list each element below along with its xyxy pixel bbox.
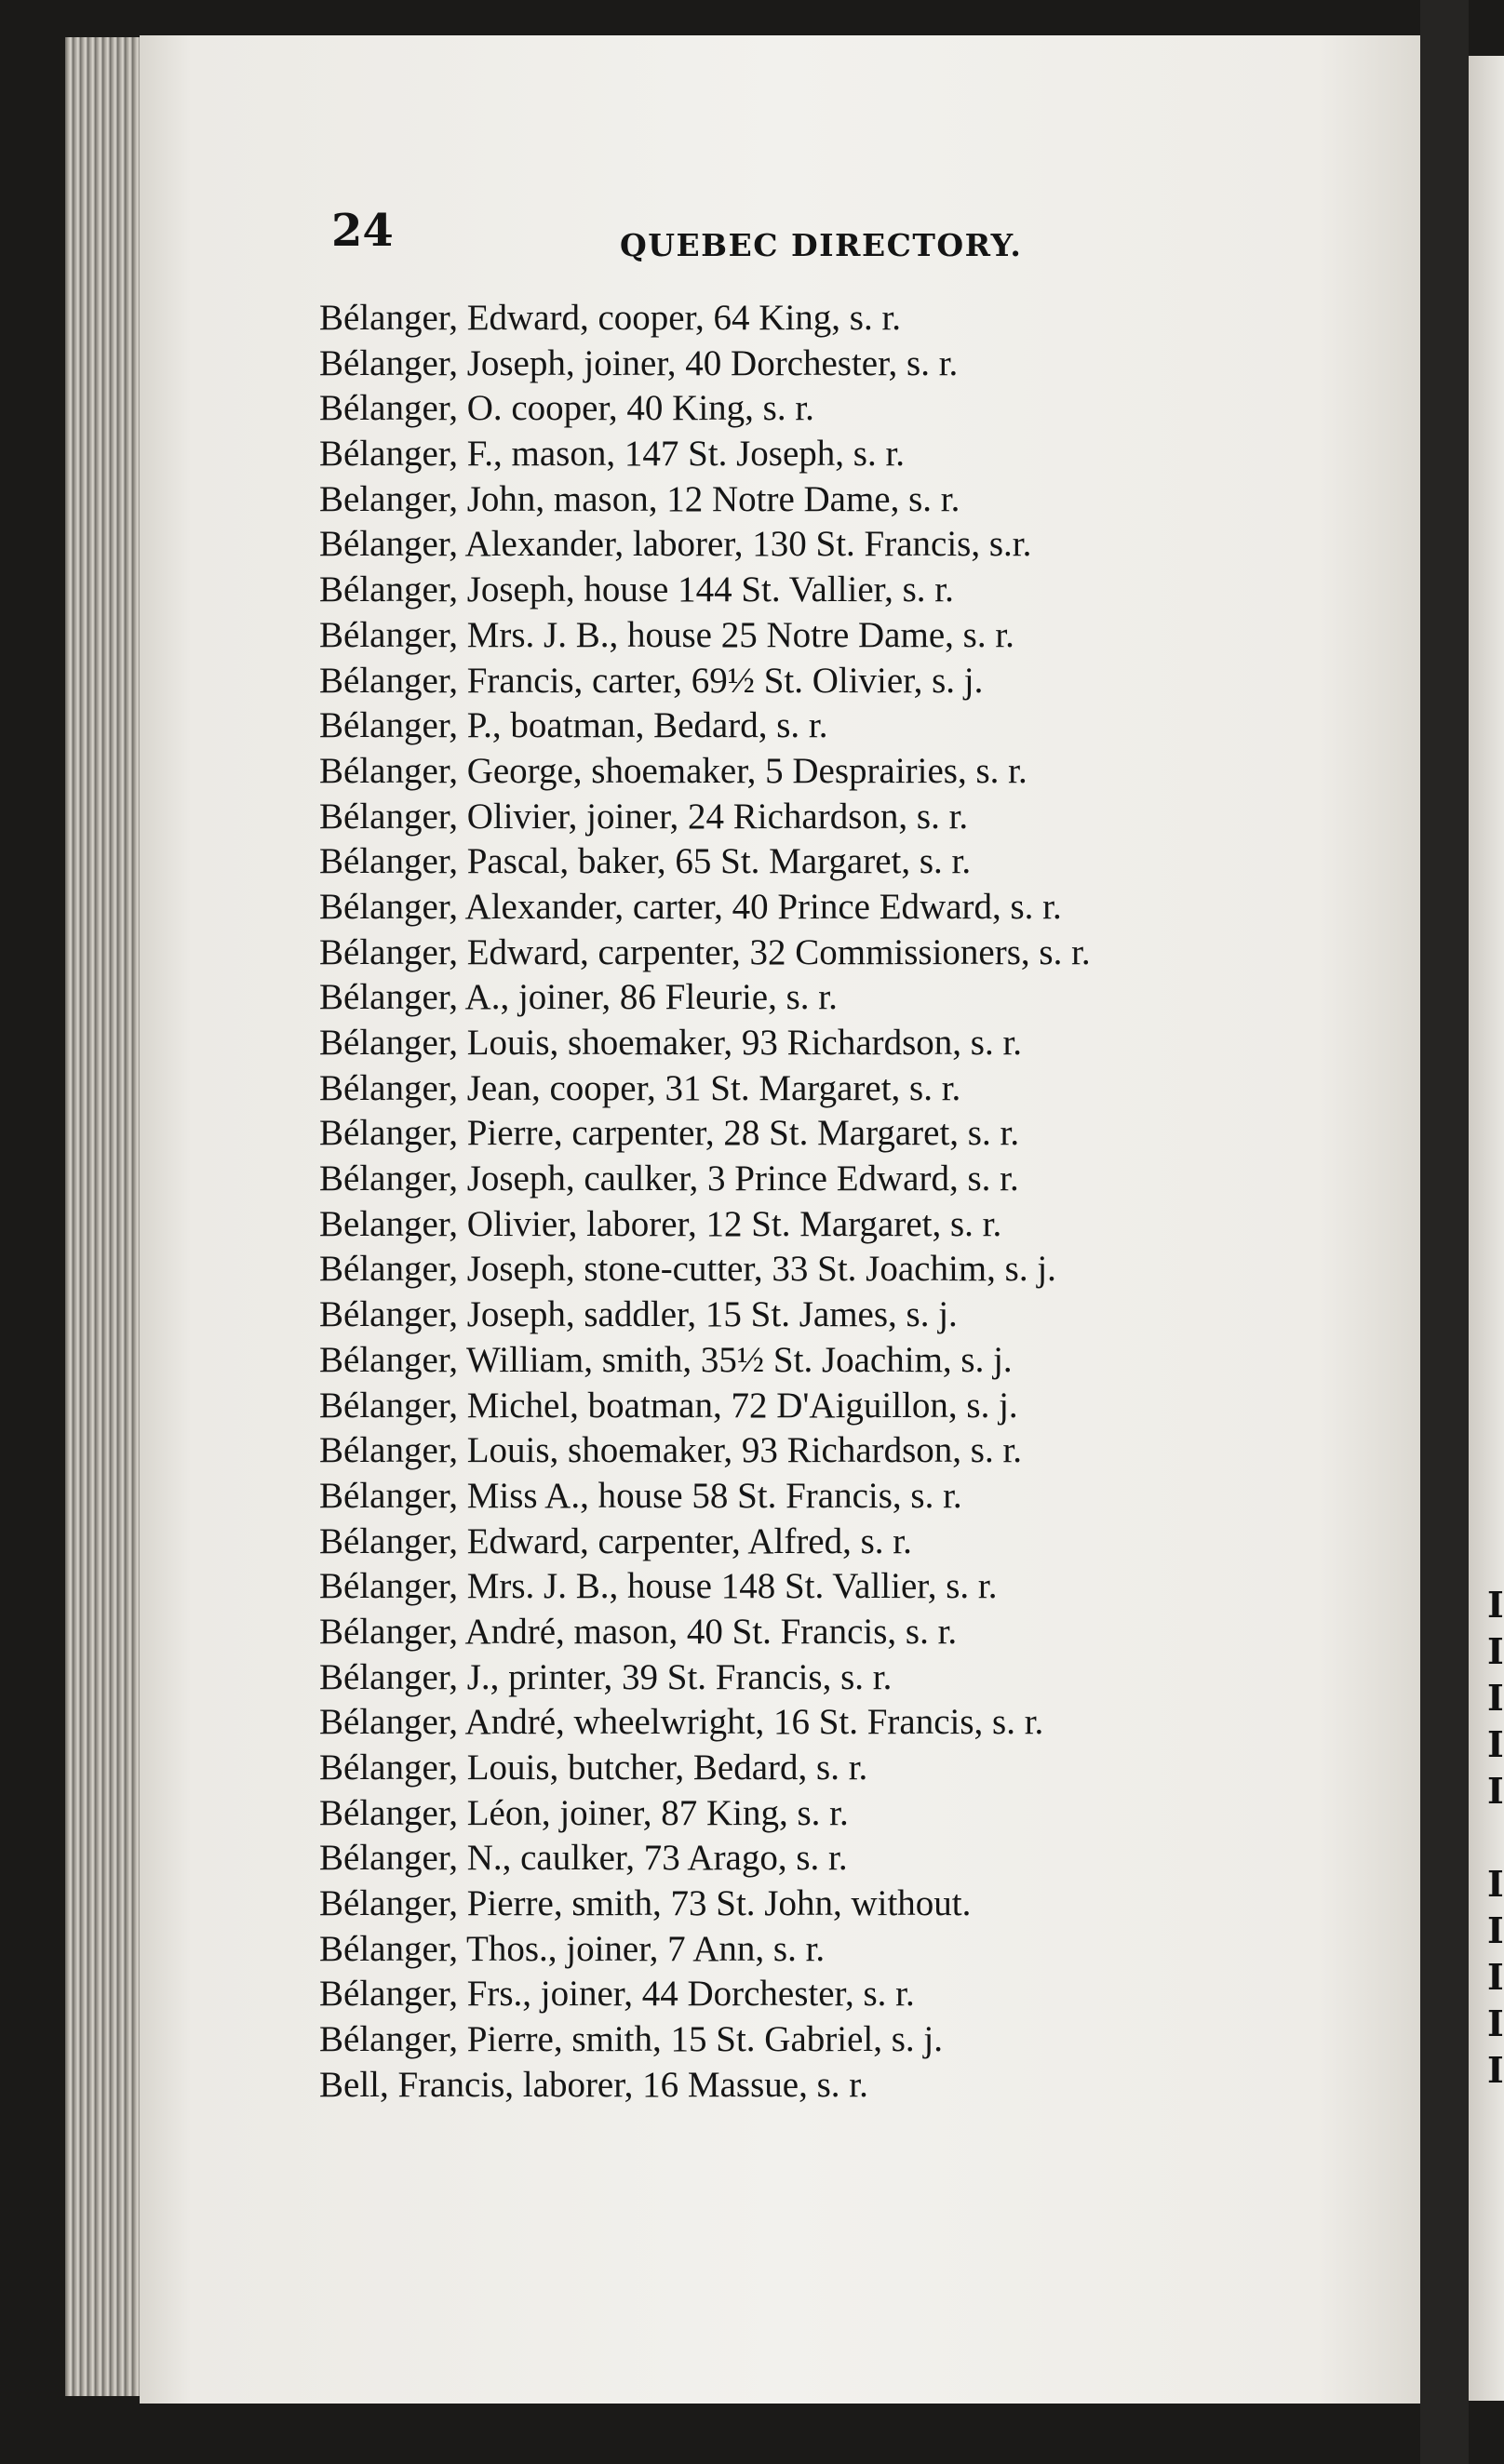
directory-entry: Bélanger, Pierre, smith, 15 St. Gabriel, s. j.: [319, 2019, 943, 2060]
facing-page-initial: I: [1487, 1863, 1504, 1905]
directory-entry: Bélanger, P., boatman, Bedard, s. r.: [319, 705, 828, 746]
directory-entry: Bélanger, André, mason, 40 St. Francis, s. r.: [319, 1611, 958, 1652]
directory-entry: Bélanger, Joseph, stone-cutter, 33 St. Joachim, s. j.: [319, 1249, 1056, 1290]
directory-entry: Bélanger, Joseph, house 144 St. Vallier, s. r.: [319, 569, 954, 610]
directory-entry: Bélanger, Thos., joiner, 7 Ann, s. r.: [319, 1928, 826, 1969]
directory-entry: Belanger, Olivier, laborer, 12 St. Margaret, s. r.: [319, 1203, 1002, 1244]
directory-entry: Bélanger, Pascal, baker, 65 St. Margaret, s. r.: [319, 841, 972, 882]
directory-entry: Bélanger, Alexander, laborer, 130 St. Francis, s.r.: [319, 524, 1032, 565]
directory-entry: Bélanger, Edward, carpenter, 32 Commissioners, s. r.: [319, 931, 1091, 972]
facing-page-initial: I: [1487, 2049, 1504, 2091]
directory-entry: Bélanger, Francis, carter, 69½ St. Olivier, s. j.: [319, 660, 984, 701]
directory-entry: Bélanger, Léon, joiner, 87 King, s. r.: [319, 1792, 849, 1833]
facing-page-initial: I: [1487, 1909, 1504, 1951]
directory-entries: [319, 296, 1390, 2109]
directory-entry: Bélanger, Olivier, joiner, 24 Richardson, s. r.: [319, 796, 969, 837]
facing-page-initial: I: [1487, 1677, 1504, 1719]
directory-entry: Bélanger, F., mason, 147 St. Joseph, s. r.: [319, 434, 906, 475]
directory-entry: Bélanger, Alexander, carter, 40 Prince Edward, s. r.: [319, 886, 1062, 927]
directory-entry: Bélanger, Pierre, carpenter, 28 St. Margaret, s. r.: [319, 1113, 1020, 1154]
facing-page-initial: [1487, 1815, 1504, 1861]
directory-entry: Bélanger, Frs., joiner, 44 Dorchester, s. r.: [319, 1974, 915, 2015]
directory-entry: Bélanger, William, smith, 35½ St. Joachim, s. j.: [319, 1339, 1013, 1380]
directory-entry: Bélanger, Joseph, caulker, 3 Prince Edward, s. r.: [319, 1158, 1019, 1199]
directory-entry: Bell, Francis, laborer, 16 Massue, s. r.: [319, 2064, 868, 2105]
facing-page-initial: I: [1487, 1723, 1504, 1765]
directory-entry: Bélanger, Edward, cooper, 64 King, s. r.: [319, 298, 902, 338]
directory-entry: Bélanger, Mrs. J. B., house 148 St. Vallier, s. r.: [319, 1566, 998, 1607]
directory-entry: Bélanger, A., joiner, 86 Fleurie, s. r.: [319, 977, 838, 1018]
running-title: QUEBEC DIRECTORY.: [620, 227, 1023, 263]
facing-page-initial: I: [1487, 1630, 1504, 1672]
page-edges: [65, 37, 149, 2396]
directory-entry: Bélanger, Louis, shoemaker, 93 Richardson, s. r.: [319, 1430, 1023, 1471]
directory-entry: Bélanger, Mrs. J. B., house 25 Notre Dame, s. r.: [319, 614, 1014, 655]
directory-entry: Bélanger, Miss A., house 58 St. Francis, s. r.: [319, 1475, 962, 1516]
directory-entry: Bélanger, Michel, boatman, 72 D'Aiguillon, s. j.: [319, 1385, 1018, 1426]
directory-entry: Bélanger, André, wheelwright, 16 St. Francis, s. r.: [319, 1702, 1044, 1743]
page-header: [331, 195, 1262, 270]
facing-page-initials: [1487, 1582, 1504, 2094]
facing-page-initial: I: [1487, 2002, 1504, 2044]
facing-page-initial: I: [1487, 1956, 1504, 1998]
book-gutter: [1420, 0, 1469, 2464]
directory-entry: Bélanger, N., caulker, 73 Arago, s. r.: [319, 1838, 848, 1879]
facing-page-initial: I: [1487, 1770, 1504, 1812]
page-number: 24: [331, 205, 394, 257]
directory-entry: Bélanger, Louis, butcher, Bedard, s. r.: [319, 1748, 868, 1788]
directory-entry: Bélanger, Joseph, saddler, 15 St. James, s. j.: [319, 1294, 958, 1335]
directory-entry: Bélanger, Pierre, smith, 73 St. John, without.: [319, 1883, 972, 1924]
directory-entry: Bélanger, J., printer, 39 St. Francis, s. r.: [319, 1656, 893, 1697]
directory-entry: Bélanger, Joseph, joiner, 40 Dorchester, s. r.: [319, 342, 959, 383]
directory-entry: Bélanger, O. cooper, 40 King, s. r.: [319, 388, 814, 429]
directory-entry: Bélanger, Jean, cooper, 31 St. Margaret, s. r.: [319, 1067, 961, 1108]
directory-entry: Bélanger, George, shoemaker, 5 Desprairies, s. r.: [319, 750, 1027, 791]
directory-entry: Bélanger, Edward, carpenter, Alfred, s. r.: [319, 1520, 912, 1561]
directory-entry: Bélanger, Louis, shoemaker, 93 Richardson, s. r.: [319, 1023, 1023, 1063]
directory-entry: Belanger, John, mason, 12 Notre Dame, s. r.: [319, 478, 960, 519]
facing-page-initial: I: [1487, 1584, 1504, 1626]
